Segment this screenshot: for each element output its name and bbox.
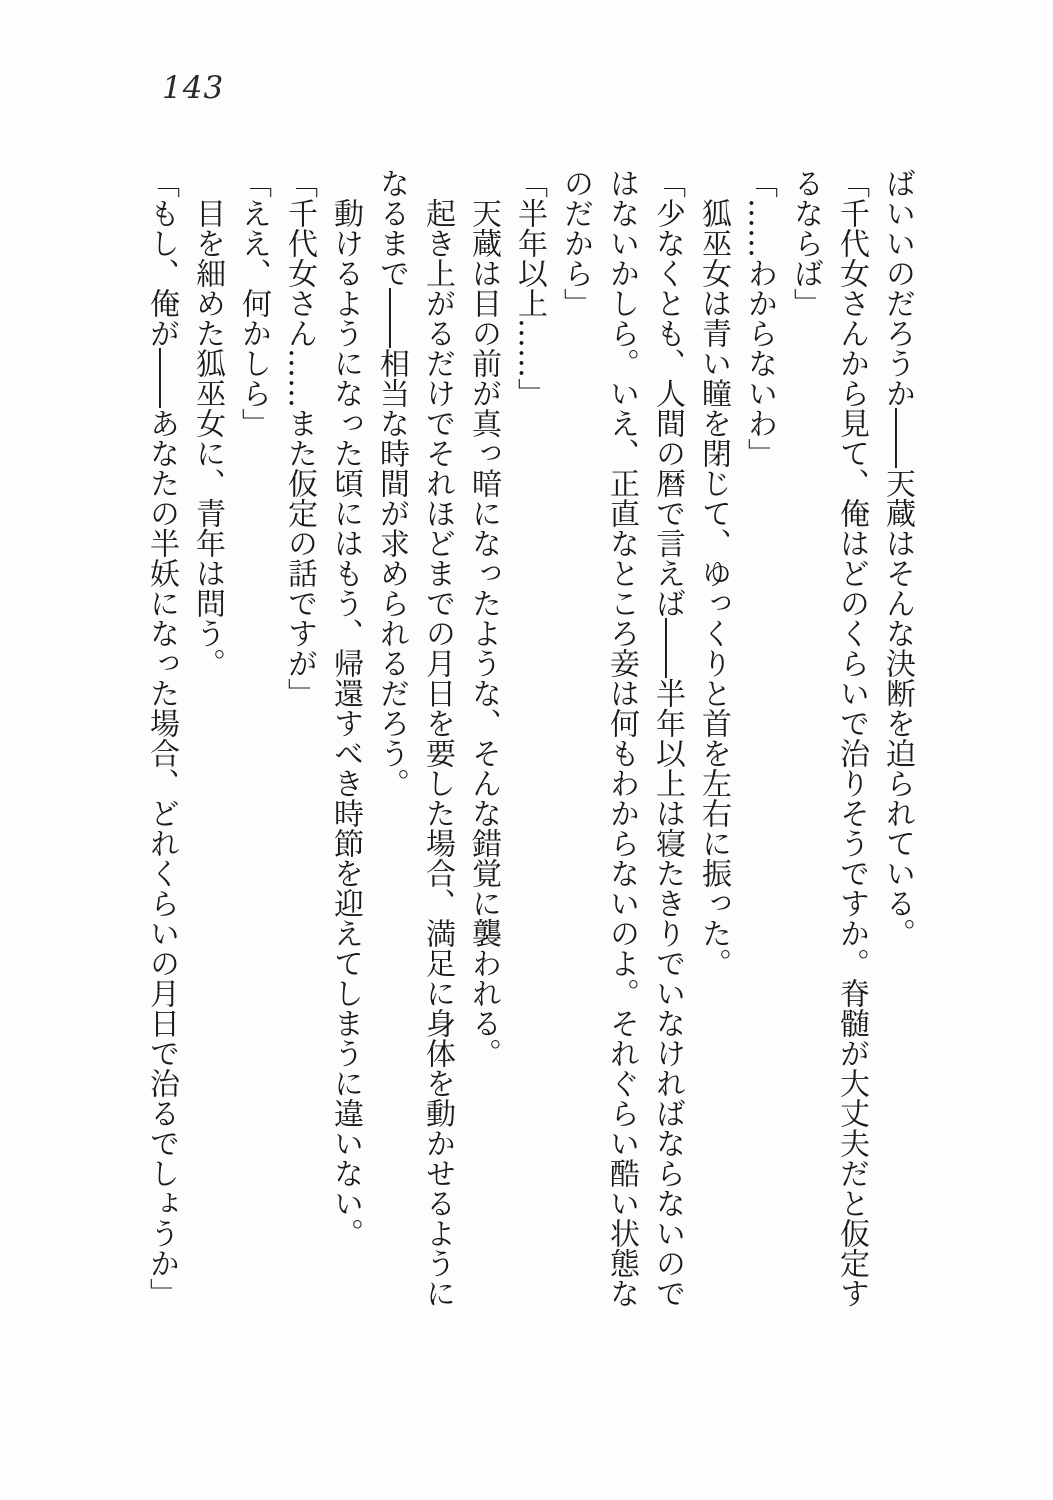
paragraph: 「ええ、何かしら」: [236, 168, 271, 438]
paragraph: 天蔵は目の前が真っ暗になったような、そんな錯覚に襲われる。: [466, 198, 501, 1068]
paragraph: 狐巫女は青い瞳を閉じて、ゆっくりと首を左右に振った。: [696, 198, 731, 978]
paragraph: 起き上がるだけでそれほどまでの月日を要した場合、満足に身体を動かせるようになるまで――相当な時間が求められるだろう。: [374, 168, 455, 1308]
paragraph: 「もし、俺が――あなたの半妖になった場合、どれくらいの月日で治るでしょうか」: [144, 168, 179, 1308]
paragraph: ばいいのだろうか――天蔵はそんな決断を迫られている。: [880, 168, 915, 948]
paragraph: 「半年以上……」: [512, 168, 547, 408]
paragraph: 目を細めた狐巫女に、青年は問う。: [190, 198, 225, 678]
paragraph: 「少なくとも、人間の暦で言えば――半年以上は寝たきりでいなければならないのではないかしら。いえ、正直なところ妾は何もわからないのよ。それぐらい酷い状態なのだから」: [558, 168, 685, 1308]
paragraph: 「……わからないわ」: [742, 168, 777, 468]
paragraph: 「千代女さん……また仮定の話ですが」: [282, 168, 317, 708]
text-block: [138, 168, 920, 1318]
paragraph: 「千代女さんから見て、俺はどのくらいで治りそうですか。脊髄が大丈夫だと仮定するならば」: [788, 168, 869, 1308]
paragraph: 動けるようになった頃にはもう、帰還すべき時節を迎えてしまうに違いない。: [328, 198, 363, 1248]
page-number: 143: [162, 70, 225, 106]
